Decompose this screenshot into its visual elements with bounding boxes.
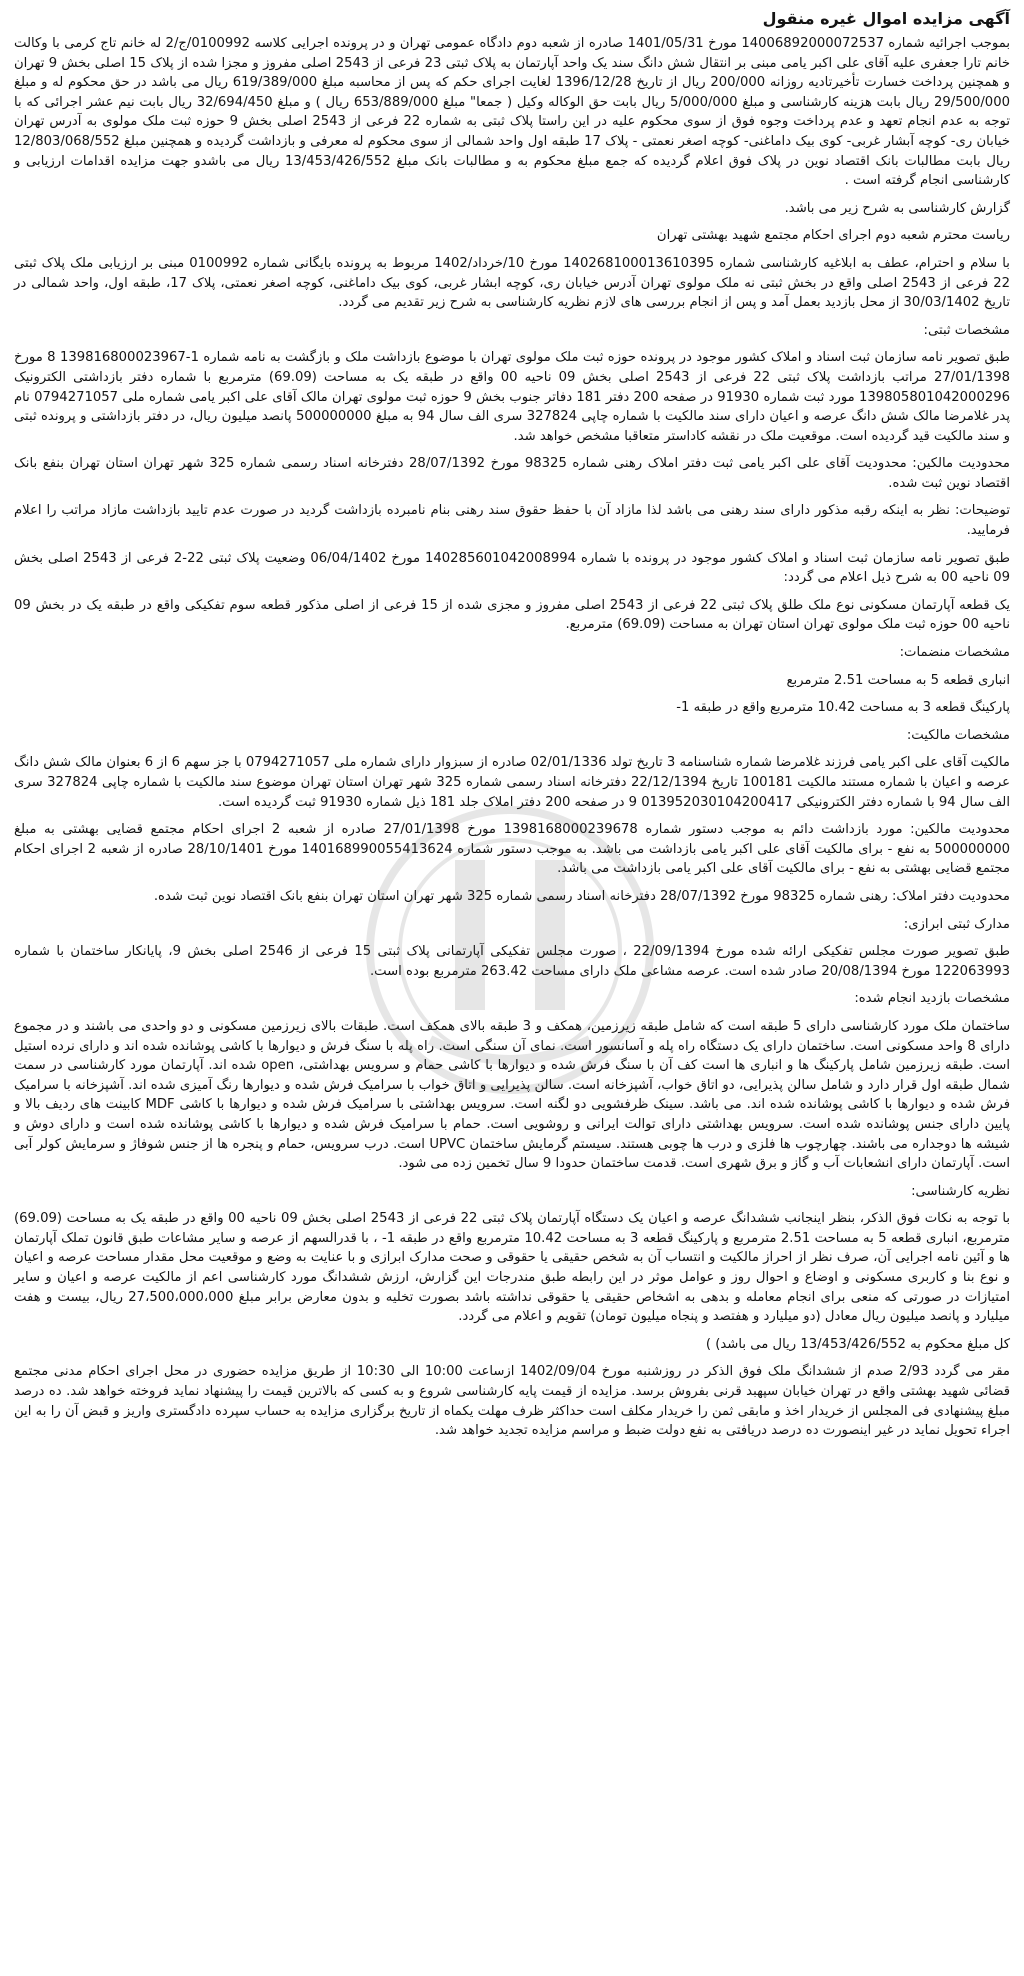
section-heading: مشخصات مالکیت: bbox=[906, 727, 1010, 743]
notice-body bbox=[14, 34, 1010, 1441]
paragraph: محدودیت مالکین: مورد بازداشت دائم به موجب دستور شماره 1398168000239678 مورخ 27/01/1398 صادره از شعبه 2 اجرای احکام مجتمع قضایی بهشتی به مبلغ 500000000 به نفع - برای مالکیت آقای علی اکبر یامی بازداشت می باشد. به موجب دستور شماره 140168990055413624 مورخ 28/10/1401 صادره از شعبه 2 اجرای احکام مجتمع قضایی بهشتی به نفع - برای مالکیت آقای علی اکبر یامی بازداشت می باشد. bbox=[14, 822, 1010, 877]
section-heading: مدارک ثبتی ابرازی: bbox=[903, 916, 1010, 932]
section-heading: مشخصات بازدید انجام شده: bbox=[854, 991, 1010, 1007]
paragraph: گزارش کارشناسی به شرح زیر می باشد. bbox=[784, 200, 1010, 216]
paragraph: محدودیت مالکین: محدودیت آقای علی اکبر یامی ثبت دفتر املاک رهنی شماره 98325 مورخ 28/07/1392 دفترخانه اسناد رسمی شماره 325 شهر تهران استان تهران بنفع بانک اقتصاد نوین ثبت شده. bbox=[14, 456, 1010, 491]
paragraph: محدودیت دفتر املاک: رهنی شماره 98325 مورخ 28/07/1392 دفترخانه اسناد رسمی شماره 325 شهر تهران استان تهران بنفع بانک اقتصاد نوین ثبت شده. bbox=[153, 888, 1010, 904]
paragraph: توضیحات: نظر به اینکه رقبه مذکور دارای سند رهنی می باشد لذا مازاد آن با حفظ حقوق سند رهنی بنام نامبرده بازداشت گردید در صورت عدم تایید بازداشت مازاد مراتب را اعلام فرمایید. bbox=[14, 503, 1010, 539]
paragraph: طبق تصویر نامه سازمان ثبت اسناد و املاک کشور موجود در پرونده حوزه ثبت ملک مولوی تهران با موضوع بازداشت ملک و بازگشت به نامه شماره 1-139816800023967 8 مورخ 27/01/1398 مراتب بازداشت پلاک ثبتی 22 فرعی از 2543 اصلی بخش 09 ناحیه 00 واقع در طبقه یک به مساحت (69.09) مترمربع با شماره دفتر بازداشتی الکترونیک 139805801042000296 مورد ثبت شماره 91930 در صفحه 200 دفتر 181 دفاتر جنوب بخش 9 حوزه ثبت مولوی تهران مالک آقای علی اکبر یامی شماره ملی 0794271057 نام پدر غلامرضا مالک شش دانگ عرصه و اعیان دارای سند مالکیت با شماره چاپی 327824 سری الف سال 94 به مبلغ 500000000 پانصد میلیون ریال، در دفتر بازداشتی و پرونده ثبتی و سند مالکیت قید گردیده است. موقعیت ملک در نقشه کاداستر متعاقبا مشخص خواهد شد. bbox=[14, 350, 1011, 444]
paragraph: بموجب اجرائیه شماره 14006892000072537 مورخ 1401/05/31 صادره از شعبه دوم دادگاه عمومی تهران و در پرونده اجرایی کلاسه 0100992/ج/2 له خانم تاج کرمی با وکالت خانم تارا جعفری علیه آقای علی اکبر یامی مبنی بر انتقال شش دانگ سند یک واحد آپارتمان به پلاک ثبتی 23 فرعی از 2543 اصلی مفروز و مجزا شده از پلاک 15 اصلی بخش 9 تهران و همچنین پرداخت خسارت تأخیرتادیه روزانه 200/000 ریال از تاریخ 1396/12/28 لغایت اجرای حکم که پس از محاسبه مبلغ 619/389/000 ریال می باشد در حق محکوم له و مبلغ 29/500/000 ریال بابت هزینه کارشناسی و مبلغ 5/000/000 ریال بابت حق الوکاله وکیل ( جمعا" مبلغ 653/889/000 ریال ) و مبلغ 32/694/450 ریال بابت نیم عشر اجرائی که با توجه به عدم انجام تعهد و عدم پرداخت وجوه فوق از سوی محکوم علیه در این راستا پلاک ثبتی به شماره 22 فرعی از 2543 اصلی بخش 9 حوزه ثبت ملک مولوی به آدرس تهران خیابان ری- کوچه آبشار غربی- کوی بیک داماغنی- کوچه اصغر نعمتی - پلاک 17 طبقه اول واحد شمالی از سوی محکوم له معرفی و بازداشت گردیده و همچنین مبلغ 12/803/068/552 ریال بابت مطالبات بانک اقتصاد نوین در پلاک فوق اعلام گردیده که جمع مبلغ محکوم به و مطالبات بانک مبلغ 13/453/426/552 ریال می باشدو جهت مزایده اقدامات ارزیابی و کارشناسی انجام گرفته است . bbox=[14, 36, 1011, 189]
section-heading: مشخصات منضمات: bbox=[899, 645, 1010, 661]
paragraph: طبق تصویر صورت مجلس تفکیکی ارائه شده مورخ 22/09/1394 ، صورت مجلس تفکیکی آپارتمانی پلاک ثبتی 15 فرعی از 2546 اصلی بخش 9، پایانکار ساختمان با شماره 122063993 مورخ 20/08/1394 صادر شده است. عرصه مشاعی ملک دارای مساحت 263.42 مترمربع بوده است. bbox=[14, 944, 1010, 979]
paragraph: کل مبلغ محکوم به 13/453/426/552 ریال می باشد) ) bbox=[705, 1336, 1010, 1352]
paragraph: مالکیت آقای علی اکبر یامی فرزند غلامرضا شماره شناسنامه 3 تاریخ تولد 02/01/1336 صادره از سبزوار دارای شماره ملی 0794271057 با جز سهم 6 از 6 بعنوان مالک شش دانگ عرصه و اعیان با شماره مستند مالکیت 100181 تاریخ 22/12/1394 دفترخانه اسناد رسمی شماره 325 شهر تهران استان تهران موضوع سند مالکیت با شماره چاپی 327824 سری الف سال 94 با شماره دفتر الکترونیکی 013952030104200417 9 در صفحه 200 دفتر املاک جلد 181 ذیل شماره 91930 ثبت گردیده است. bbox=[14, 755, 1011, 810]
notice-title: آگهی مزایده اموال غیره منقول bbox=[762, 9, 1010, 28]
notice-document bbox=[14, 6, 1010, 1449]
paragraph: با توجه به نکات فوق الذکر، بنظر اینجانب ششدانگ عرصه و اعیان یک دستگاه آپارتمان پلاک ثبتی 22 فرعی از 2543 اصلی بخش 09 ناحیه 00 واقع در طبقه یک به مساحت (69.09) مترمربع، انباری قطعه 5 به مساحت 2.51 مترمربع و پارکینگ قطعه 3 به مساحت 10.42 مترمربع واقع در طبقه 1- ، با قدرالسهم از عرصه و سایر مشاعات طبق قانون تملک آپارتمان ها و آئین نامه اجرایی آن، صرف نظر از احراز مالکیت و انتساب آن به شخص حقیقی یا حقوقی و صحت مدارک ابرازی و با عنایت به وضع و موقعیت محل مقدار مساحت عرصه و اعیان و نوع بنا و کاربری مسکونی و اوضاع و احوال روز و عوامل موثر در این رابطه طبق مندرجات این گزارش، ارزش ششدانگ مورد کارشناسی اعم از مالکیت عرصه و اعیان و سایر امتیازات در صورتی که منعی برای انجام معامله و بدهی به اشخاص حقیقی یا حقوقی نداشته باشد بصورت تخلیه و بدون معارض برابر مبلغ 27،500،000،000 ریال، بیست و هفت میلیارد و پانصد میلیون ریال معادل (دو میلیارد و هفتصد و پنجاه میلیون تومان) تقویم و اعلام می گردد. bbox=[14, 1211, 1011, 1325]
paragraph: طبق تصویر نامه سازمان ثبت اسناد و املاک کشور موجود در پرونده با شماره 140285601042008994 مورخ 06/04/1402 وضعیت پلاک ثبتی 22-2 فرعی از 2543 اصلی بخش 09 ناحیه 00 به شرح ذیل اعلام می گردد: bbox=[14, 550, 1010, 586]
paragraph: با سلام و احترام، عطف به ابلاغیه کارشناسی شماره 140268100013610395 مورخ 10/خرداد/1402 مربوط به پرونده بایگانی شماره 0100992 مبنی بر ارزیابی ملک پلاک ثبتی 22 فرعی از 2543 اصلی واقع در بخش ثبتی نه ملک مولوی تهران آدرس خیابان ری، کوچه ابشار غربی، کوی بیک داماغنی، کوچه اصغر نعمتی، پلاک 17، طبقه اول، واحد شمالی در تاریخ 30/03/1402 از محل بازدید بعمل آمد و پس از انجام بررسی های لازم نظریه کارشناسی به شرح زیر تقدیم می گردد. bbox=[14, 255, 1010, 311]
paragraph: انباری قطعه 5 به مساحت 2.51 مترمربع bbox=[786, 672, 1010, 688]
paragraph: یک قطعه آپارتمان مسکونی نوع ملک طلق پلاک ثبتی 22 فرعی از 2543 اصلی مفروز و مجزی شده از 15 فرعی از اصلی مذکور قطعه سوم تفکیکی واقع در طبقه یک در بخش 09 ناحیه 00 حوزه ثبت ملک مولوی تهران استان تهران به مساحت (69.09) مترمربع. bbox=[14, 597, 1010, 633]
paragraph: پارکینگ قطعه 3 به مساحت 10.42 مترمربع واقع در طبقه 1- bbox=[676, 700, 1010, 716]
section-heading: نظریه کارشناسی: bbox=[911, 1183, 1010, 1199]
paragraph: ساختمان ملک مورد کارشناسی دارای 5 طبقه است که شامل طبقه زیرزمین، همکف و 3 طبقه بالای همکف است. طبقات بالای زیرزمین مسکونی و دو واحدی می باشند و در مجموع دارای 8 واحد مسکونی است. ساختمان دارای یک دستگاه راه پله و آسانسور است. نمای آن سنگی است. راه پله با سنگ فرش و دیوارها با کاشی پوشانده شده اند و دارای نرده استیل است. طبقه زیرزمین شامل پارکینگ ها و انباری ها است کف آن با سنگ فرش شده و دیوارها با کاشی حمام و سرویس بهداشتی، open شده اند. آپارتمان مورد کارشناسی در سمت شمال طبقه اول قرار دارد و شامل سالن پذیرایی، دو اتاق خواب، آشپزخانه است. سالن پذیرایی و اتاق خواب با سرامیک فرش شده و دیوارها رنگ آمیزی شده اند. آشپزخانه با سرامیک فرش شده و دیوارها با کاشی پوشانده شده اند. می باشد. سینک ظرفشویی دو لگنه است. سرویس بهداشتی با سرامیک فرش شده و دیوارها با کاشی MDF کابینت های ردیف بالا و پایین دارای جنس پوشانده شده است. سرویس بهداشتی دارای توالت ایرانی و روشویی است. حمام با سرامیک فرش شده و دیوارها با کاشی پوشانده شده است و دارای دوش و شیشه ها دوجداره می باشند. چهارچوب ها فلزی و درب ها چوبی هستند. سیستم گرمایش ساختمان UPVC است. درب سرویس، حمام و پنجره ها از جنس شوفاژ و سرمایش کولر آبی است. آپارتمان دارای انشعابات آب و گاز و برق شهری است. قدمت ساختمان حدودا 9 سال تخمین زده می شود. bbox=[14, 1018, 1011, 1172]
paragraph: مقر می گردد 2/93 صدم از ششدانگ ملک فوق الذکر در روزشنبه مورخ 1402/09/04 ازساعت 10:00 الی 10:30 از طریق مزایده حضوری در محل اجرای احکام مدنی مجتمع قضائی شهید بهشتی واقع در تهران خیابان سپهبد قرنی بفروش برسد. مزایده از قیمت پایه کارشناسی شروع و به کسی که بالاترین قیمت را پیشنهاد نماید فروخته خواهد شد. ده درصد مبلغ پیشنهادی فی المجلس از خریدار اخذ و مابقی ثمن را خریدار مکلف است حداکثر ظرف مهلت یکماه از تاریخ برگزاری مزایده به حساب سپرده دادگستری واریز و قبض آن را به این اجراء تحویل نماید در غیر اینصورت ده درصد دریافتی به نفع دولت ضبط و مراسم مزایده تجدید خواهد شد. bbox=[14, 1364, 1010, 1439]
section-heading: مشخصات ثبتی: bbox=[923, 322, 1010, 338]
paragraph: ریاست محترم شعبه دوم اجرای احکام مجتمع شهید بهشتی تهران bbox=[656, 228, 1010, 244]
